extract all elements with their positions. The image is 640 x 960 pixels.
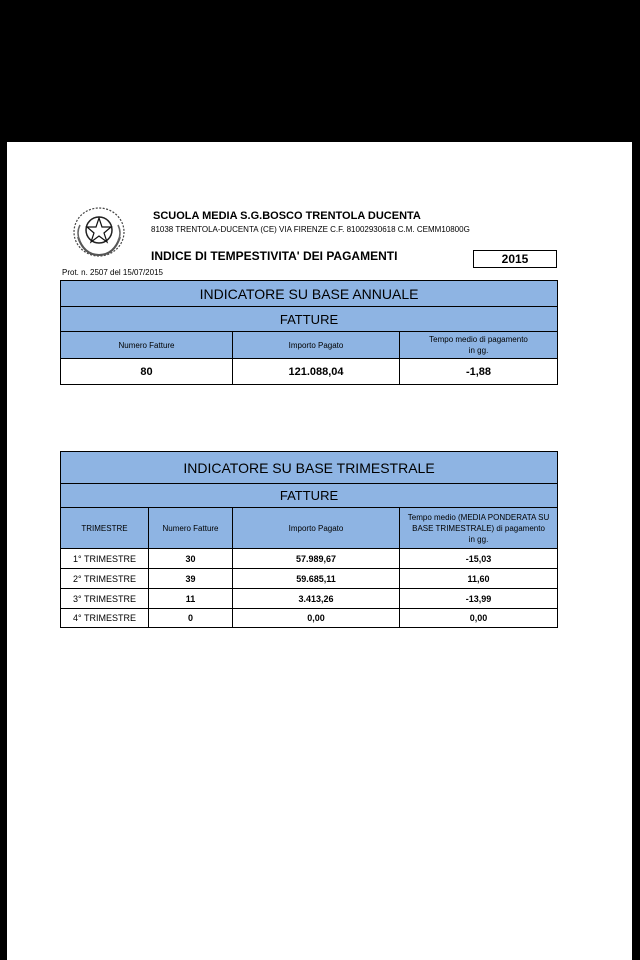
column-header: Numero Fatture	[61, 332, 233, 359]
quarter-average-days: 11,60	[400, 569, 558, 589]
annual-subheading: FATTURE	[61, 307, 558, 332]
quarter-invoice-count: 39	[149, 569, 233, 589]
quarter-invoice-count: 11	[149, 589, 233, 609]
annual-average-days: -1,88	[400, 359, 558, 385]
table-row	[61, 569, 558, 589]
quarterly-indicator-table	[60, 451, 558, 628]
quarter-invoice-count: 30	[149, 549, 233, 569]
quarter-amount-paid: 3.413,26	[233, 589, 400, 609]
school-address: 81038 TRENTOLA-DUCENTA (CE) VIA FIRENZE C.F. 81002930618 C.M. CEMM10800G	[151, 225, 470, 234]
quarter-amount-paid: 57.989,67	[233, 549, 400, 569]
column-header: Numero Fatture	[149, 508, 233, 549]
column-header: TRIMESTRE	[61, 508, 149, 549]
quarter-label: 1° TRIMESTRE	[61, 549, 149, 569]
quarter-label: 2° TRIMESTRE	[61, 569, 149, 589]
annual-amount-paid: 121.088,04	[233, 359, 400, 385]
quarter-average-days: 0,00	[400, 609, 558, 628]
quarter-average-days: -13,99	[400, 589, 558, 609]
table-row	[61, 609, 558, 628]
quarterly-heading: INDICATORE SU BASE TRIMESTRALE	[61, 452, 558, 484]
quarter-label: 4° TRIMESTRE	[61, 609, 149, 628]
quarterly-subheading: FATTURE	[61, 484, 558, 508]
column-header: Importo Pagato	[233, 508, 400, 549]
column-header: Tempo medio di pagamento in gg.	[400, 332, 558, 359]
quarter-amount-paid: 59.685,11	[233, 569, 400, 589]
annual-indicator-table	[60, 280, 558, 385]
report-year: 2015	[473, 250, 557, 268]
annual-heading: INDICATORE SU BASE ANNUALE	[61, 281, 558, 307]
report-title: INDICE DI TEMPESTIVITA' DEI PAGAMENTI	[151, 249, 398, 263]
column-header: Tempo medio (MEDIA PONDERATA SU BASE TRIMESTRALE) di pagamento in gg.	[400, 508, 558, 549]
quarter-amount-paid: 0,00	[233, 609, 400, 628]
quarter-invoice-count: 0	[149, 609, 233, 628]
quarter-label: 3° TRIMESTRE	[61, 589, 149, 609]
school-name: SCUOLA MEDIA S.G.BOSCO TRENTOLA DUCENTA	[153, 210, 421, 222]
protocol-number: Prot. n. 2507 del 15/07/2015	[62, 268, 163, 277]
italian-republic-emblem-icon	[70, 205, 128, 259]
column-header: Importo Pagato	[233, 332, 400, 359]
annual-invoice-count: 80	[61, 359, 233, 385]
quarter-average-days: -15,03	[400, 549, 558, 569]
table-row	[61, 549, 558, 569]
table-row	[61, 589, 558, 609]
